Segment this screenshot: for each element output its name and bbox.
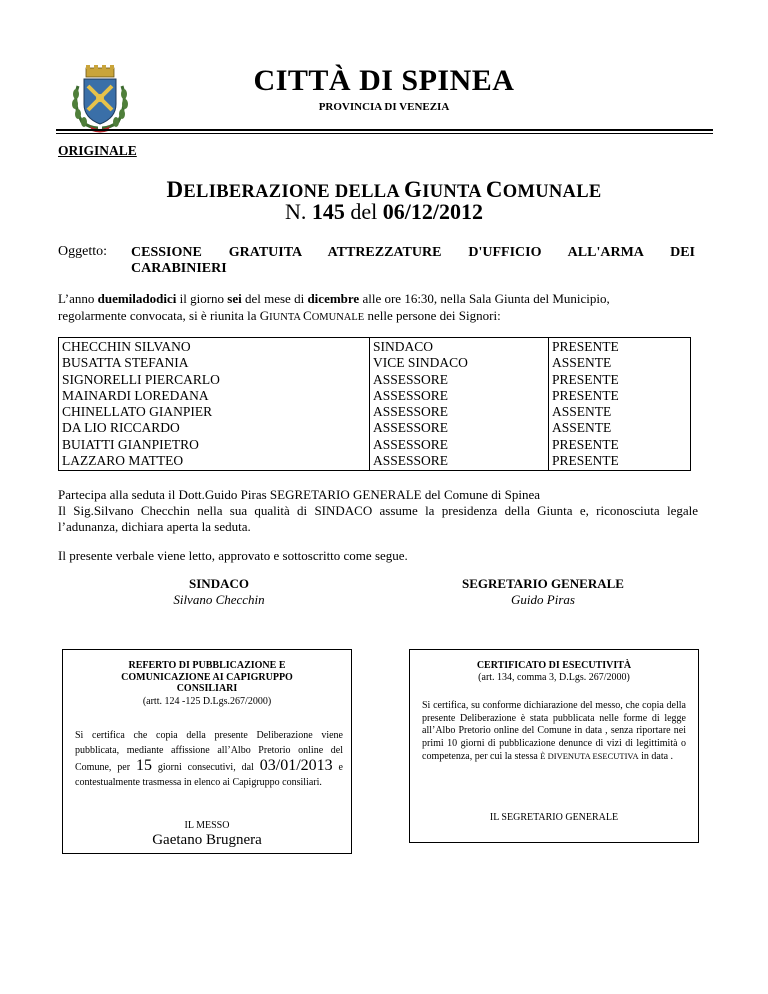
approval-statement: Il presente verbale viene letto, approvato e sottoscritto come segue.	[58, 548, 408, 563]
signature-name: Silvano Checchin	[173, 592, 265, 607]
member-status: ASSENTE	[552, 404, 612, 420]
box-title: REFERTO DI PUBBLICAZIONE E COMUNICAZIONE AI CAPIGRUPPO CONSILIARI	[121, 660, 293, 694]
presidency-statement: Il Sig.Silvano Checchin nella sua qualità di SINDACO assume la presidenza della Giunta e, riconosciuta legale l’adunanza, dichiara aperta la seduta.	[58, 503, 698, 534]
box-body: Si certifica che copia della presente Deliberazione viene pubblicata, mediante affissione all’Albo Pretorio online del Comune, per 15 giorni consecutivi, dal 03/01/2013 e contestualmente trasmessa in elenco ai Capigruppo consiliari.	[75, 730, 343, 788]
subject-line-2: CARABINIERI	[131, 261, 227, 276]
city-name: CITTÀ DI SPINEA	[253, 64, 515, 97]
member-status: PRESENTE	[552, 387, 619, 403]
secretary-participation: Partecipa alla seduta il Dott.Guido Piras SEGRETARIO GENERALE del Comune di Spinea	[58, 487, 541, 502]
messo-label: IL MESSO	[184, 820, 230, 831]
table-divider	[369, 337, 370, 471]
member-name: LAZZARO MATTEO	[62, 453, 184, 469]
member-name: BUIATTI GIANPIETRO	[62, 436, 199, 452]
member-name: SIGNORELLI PIERCARLO	[62, 371, 220, 387]
member-role: SINDACO	[373, 339, 434, 354]
member-role: ASSESSORE	[373, 436, 449, 452]
box-body: Si certifica, su conforme dichiarazione del messo, che copia della presente Deliberazione è stata pubblicata nelle forme di legge all’Albo Pretorio online del Comune in data , senza riportare nei primi 10 giorni di pubblicazione denunce di vizi di legittimità o competenza, per cui la stessa È DIVENUTA ESECUTIVA in data .	[422, 700, 686, 762]
signature-name: Guido Piras	[511, 592, 575, 607]
executivity-certificate-box	[409, 649, 699, 843]
member-role: ASSESSORE	[373, 404, 449, 420]
member-name: BUSATTA STEFANIA	[62, 355, 189, 371]
member-name: CHINELLATO GIANPIER	[62, 404, 213, 420]
member-status: PRESENTE	[552, 453, 619, 469]
members-status-column	[552, 339, 619, 469]
header-divider	[56, 129, 713, 131]
member-name: CHECCHIN SILVANO	[62, 339, 191, 354]
members-roles-column	[373, 339, 468, 469]
member-status: PRESENTE	[552, 436, 619, 452]
deliberation-number: N. 145 del 06/12/2012	[284, 199, 483, 224]
deliberation-title: DELIBERAZIONE DELLA GIUNTA COMUNALE	[166, 177, 602, 202]
session-intro: L’anno duemiladodici il giorno sei del mese di dicembre alle ore 16:30, nella Sala Giunta del Municipio, regolarmente convocata, si è riunita la GIUNTA COMUNALE nelle persone dei Signori:	[58, 291, 610, 323]
member-role: ASSESSORE	[373, 420, 449, 436]
member-role: ASSESSORE	[373, 371, 449, 387]
box-subtitle: (art. 134, comma 3, D.Lgs. 267/2000)	[478, 672, 630, 683]
header-divider-thin	[56, 133, 713, 134]
members-names-column	[62, 339, 220, 469]
member-status: PRESENTE	[552, 339, 619, 354]
member-status: ASSENTE	[552, 420, 612, 436]
box-subtitle: (artt. 124 -125 D.Lgs.267/2000)	[142, 696, 272, 707]
signature-title: SINDACO	[189, 576, 249, 591]
secretary-signature	[433, 576, 653, 608]
member-name: MAINARDI LOREDANA	[62, 387, 209, 403]
member-name: DA LIO RICCARDO	[62, 420, 180, 436]
member-status: PRESENTE	[552, 371, 619, 387]
members-table	[58, 337, 691, 471]
table-divider	[548, 337, 549, 471]
member-status: ASSENTE	[552, 355, 612, 371]
member-role: ASSESSORE	[373, 387, 449, 403]
member-role: ASSESSORE	[373, 453, 449, 469]
signature-title: SEGRETARIO GENERALE	[462, 576, 624, 591]
province-name: PROVINCIA DI VENEZIA	[318, 101, 450, 113]
subject-label: Oggetto:	[58, 244, 107, 259]
secretary-label: IL SEGRETARIO GENERALE	[489, 812, 619, 823]
original-label: ORIGINALE	[58, 143, 137, 158]
messo-name: Gaetano Brugnera	[152, 832, 262, 848]
publication-report-box	[62, 649, 352, 854]
box-title: CERTIFICATO DI ESECUTIVITÀ	[476, 660, 632, 671]
subject-line-1: CESSIONE GRATUITA ATTREZZATURE D'UFFICIO ALL'ARMA DEI	[131, 245, 695, 260]
member-role: VICE SINDACO	[373, 355, 468, 371]
mayor-signature	[109, 576, 329, 608]
